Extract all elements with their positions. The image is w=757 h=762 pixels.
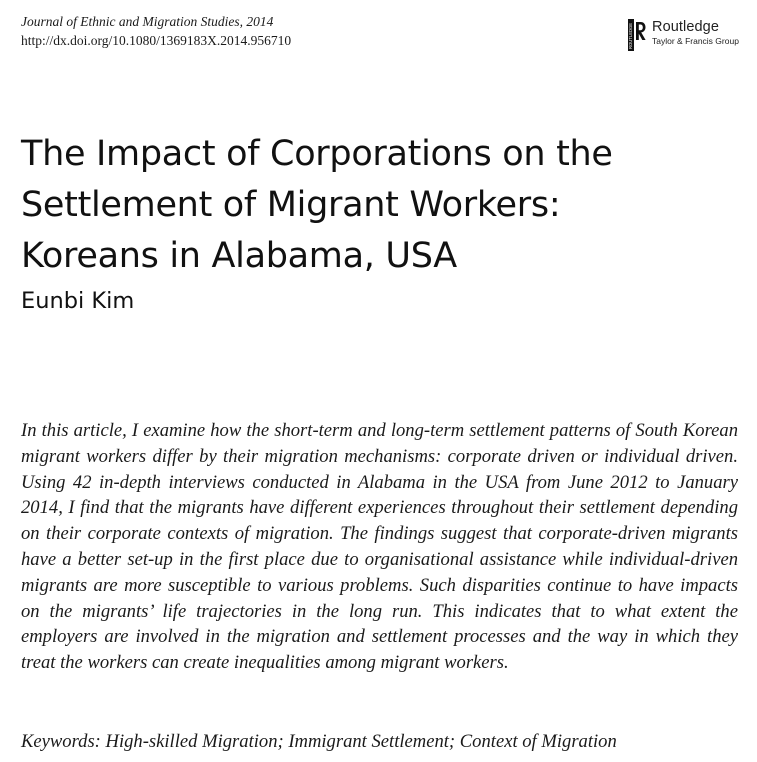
doi-link[interactable]: http://dx.doi.org/10.1080/1369183X.2014.956710	[21, 33, 292, 48]
journal-header	[21, 12, 291, 50]
author-name: Eunbi Kim	[21, 288, 135, 314]
publisher-name: Routledge	[652, 19, 720, 35]
title-line: Koreans in Alabama, USA	[21, 236, 457, 276]
publisher-logo[interactable]	[628, 19, 739, 51]
publisher-subtitle: Taylor & Francis Group	[652, 36, 739, 46]
routledge-logo-icon	[628, 19, 646, 51]
journal-name: Journal of Ethnic and Migration Studies, 2014	[21, 14, 274, 29]
keywords: Keywords: High-skilled Migration; Immigrant Settlement; Context of Migration	[21, 731, 617, 752]
title-line: Settlement of Migrant Workers:	[21, 185, 561, 225]
article-title	[21, 129, 741, 282]
abstract: In this article, I examine how the short-term and long-term settlement patterns of South Korean migrant workers differ by their migration mechanisms: corporate driven or individual driven. Using 42 in-depth interviews conducted in Alabama in the USA from June 2012 to January 2014, I find that the migrants have different experiences throughout their settlement depending on their corporate contexts of migration. The findings suggest that corporate-driven migrants have a better set-up in the first place due to organisational assistance while individual-driven migrants are more susceptible to various problems. Such disparities continue to have impacts on the migrants’ life trajectories in the long run. This indicates that to what extent the employers are involved in the migration and settlement processes and the way in which they treat the workers can create inequalities among migrant workers.	[21, 420, 738, 674]
svg-text:ROUTLEDGE: ROUTLEDGE	[628, 22, 634, 49]
publisher-logo-text	[652, 19, 739, 47]
title-line: The Impact of Corporations on the	[21, 134, 613, 174]
